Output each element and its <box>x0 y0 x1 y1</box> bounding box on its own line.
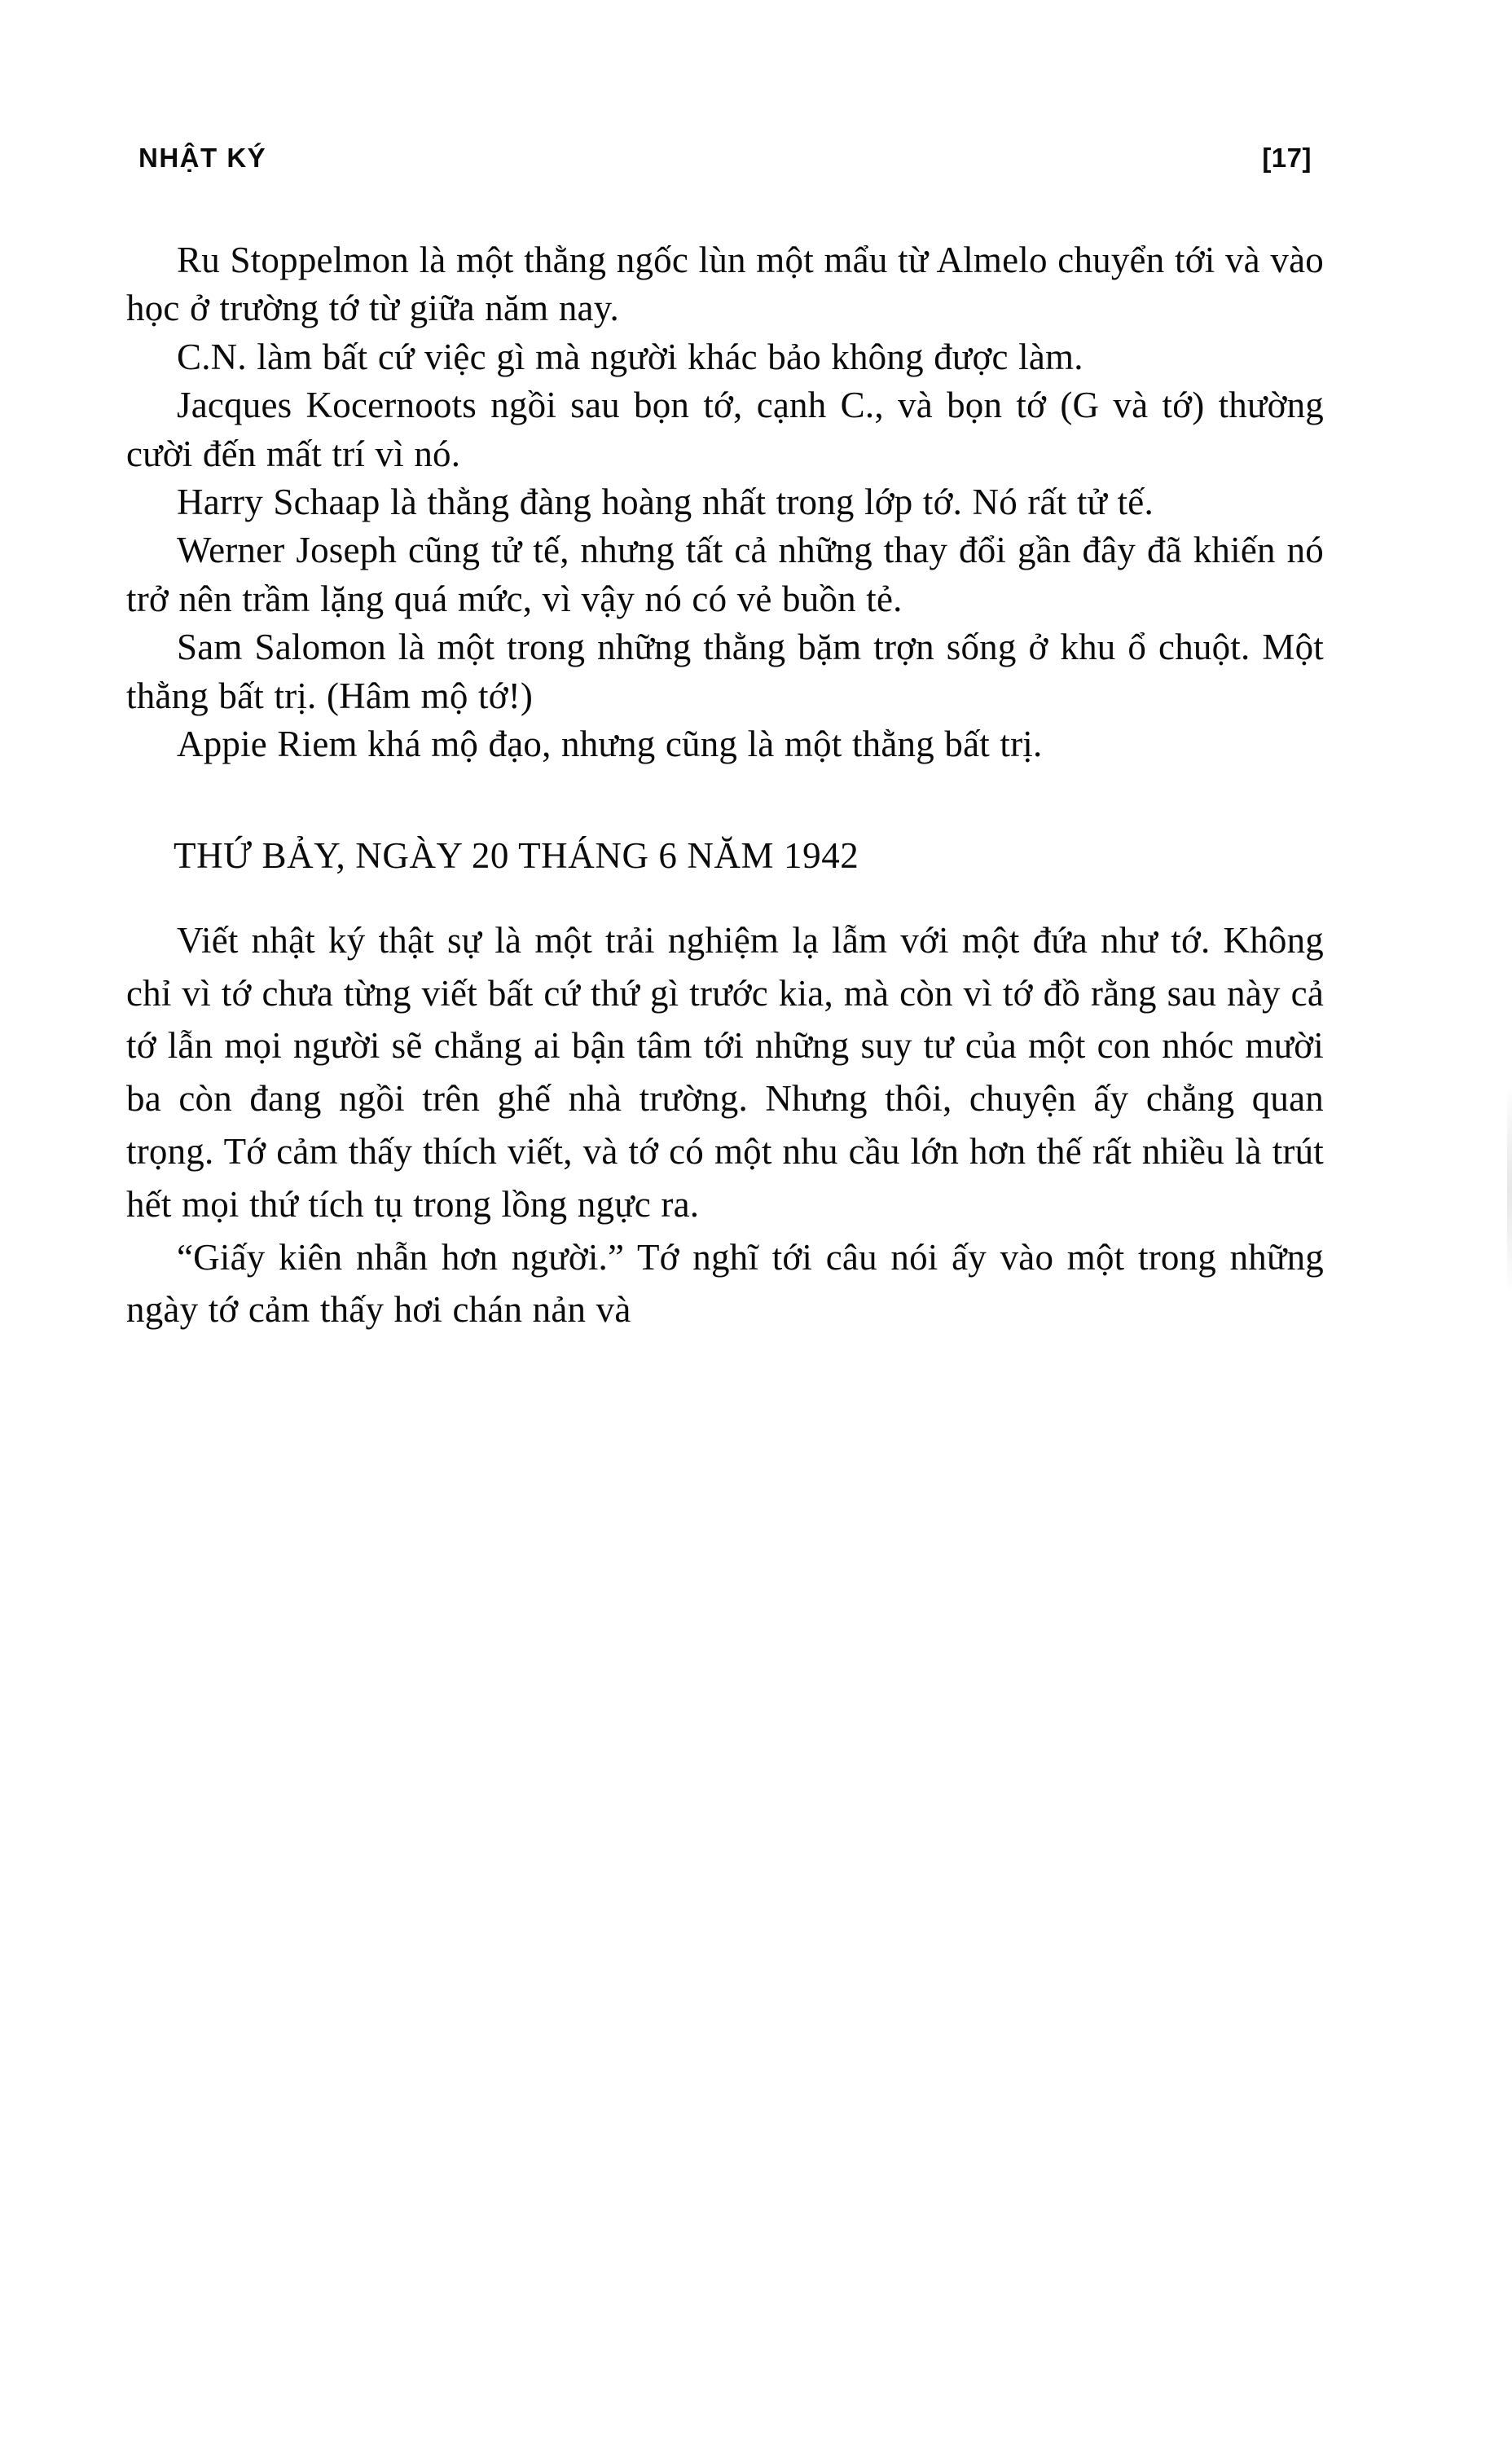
spacer <box>126 880 1324 914</box>
section-heading: THỨ BẢY, NGÀY 20 THÁNG 6 NĂM 1942 <box>174 835 859 877</box>
page-number: [17] <box>1262 143 1312 173</box>
paragraph: Werner Joseph cũng tử tế, nhưng tất cả những thay đổi gần đây đã khiến nó trở nên trầm lặng quá mức, vì vậy nó có vẻ buồn tẻ. <box>126 530 1324 619</box>
paragraph: Viết nhật ký thật sự là một trải nghiệm lạ lẫm với một đứa như tớ. Không chỉ vì tớ chưa từng viết bất cứ thứ gì trước kia, mà còn vì tớ đồ rằng sau này cả tớ lẫn mọi người sẽ chẳng ai bận tâm tới những suy tư của một con nhóc mười ba còn đang ngồi trên ghế nhà trường. Nhưng thôi, chuyện ấy chẳng quan trọng. Tớ cảm thấy thích viết, và tớ có một nhu cầu lớn hơn thế rất nhiều là trút hết mọi thứ tích tụ trong lồng ngực ra. <box>126 919 1324 1225</box>
page-edge-shadow <box>1507 1084 1512 1296</box>
paragraph: Jacques Kocernoots ngồi sau bọn tớ, cạnh C., và bọn tớ (G và tớ) thường cười đến mất trí vì nó. <box>126 385 1324 474</box>
page-header <box>138 143 1312 174</box>
paragraph: Harry Schaap là thằng đàng hoàng nhất trong lớp tớ. Nó rất tử tế. <box>177 481 1154 522</box>
running-head: NHẬT KÝ <box>138 143 267 173</box>
body-text-column <box>126 236 1324 1336</box>
paragraph: C.N. làm bất cứ việc gì mà người khác bảo không được làm. <box>177 336 1083 377</box>
paragraph: Ru Stoppelmon là một thằng ngốc lùn một mẩu từ Almelo chuyển tới và vào học ở trường tớ từ giữa năm nay. <box>126 240 1324 329</box>
paragraph: Sam Salomon là một trong những thằng bặm trợn sống ở khu ổ chuột. Một thằng bất trị. (Hâm mộ tớ!) <box>126 627 1324 716</box>
paragraph: Appie Riem khá mộ đạo, nhưng cũng là một thằng bất trị. <box>177 723 1043 764</box>
paragraph: “Giấy kiên nhẫn hơn người.” Tớ nghĩ tới câu nói ấy vào một trong những ngày tớ cảm thấy hơi chán nản và <box>126 1236 1324 1331</box>
spacer <box>126 768 1324 832</box>
diary-entry-body <box>126 914 1324 1336</box>
